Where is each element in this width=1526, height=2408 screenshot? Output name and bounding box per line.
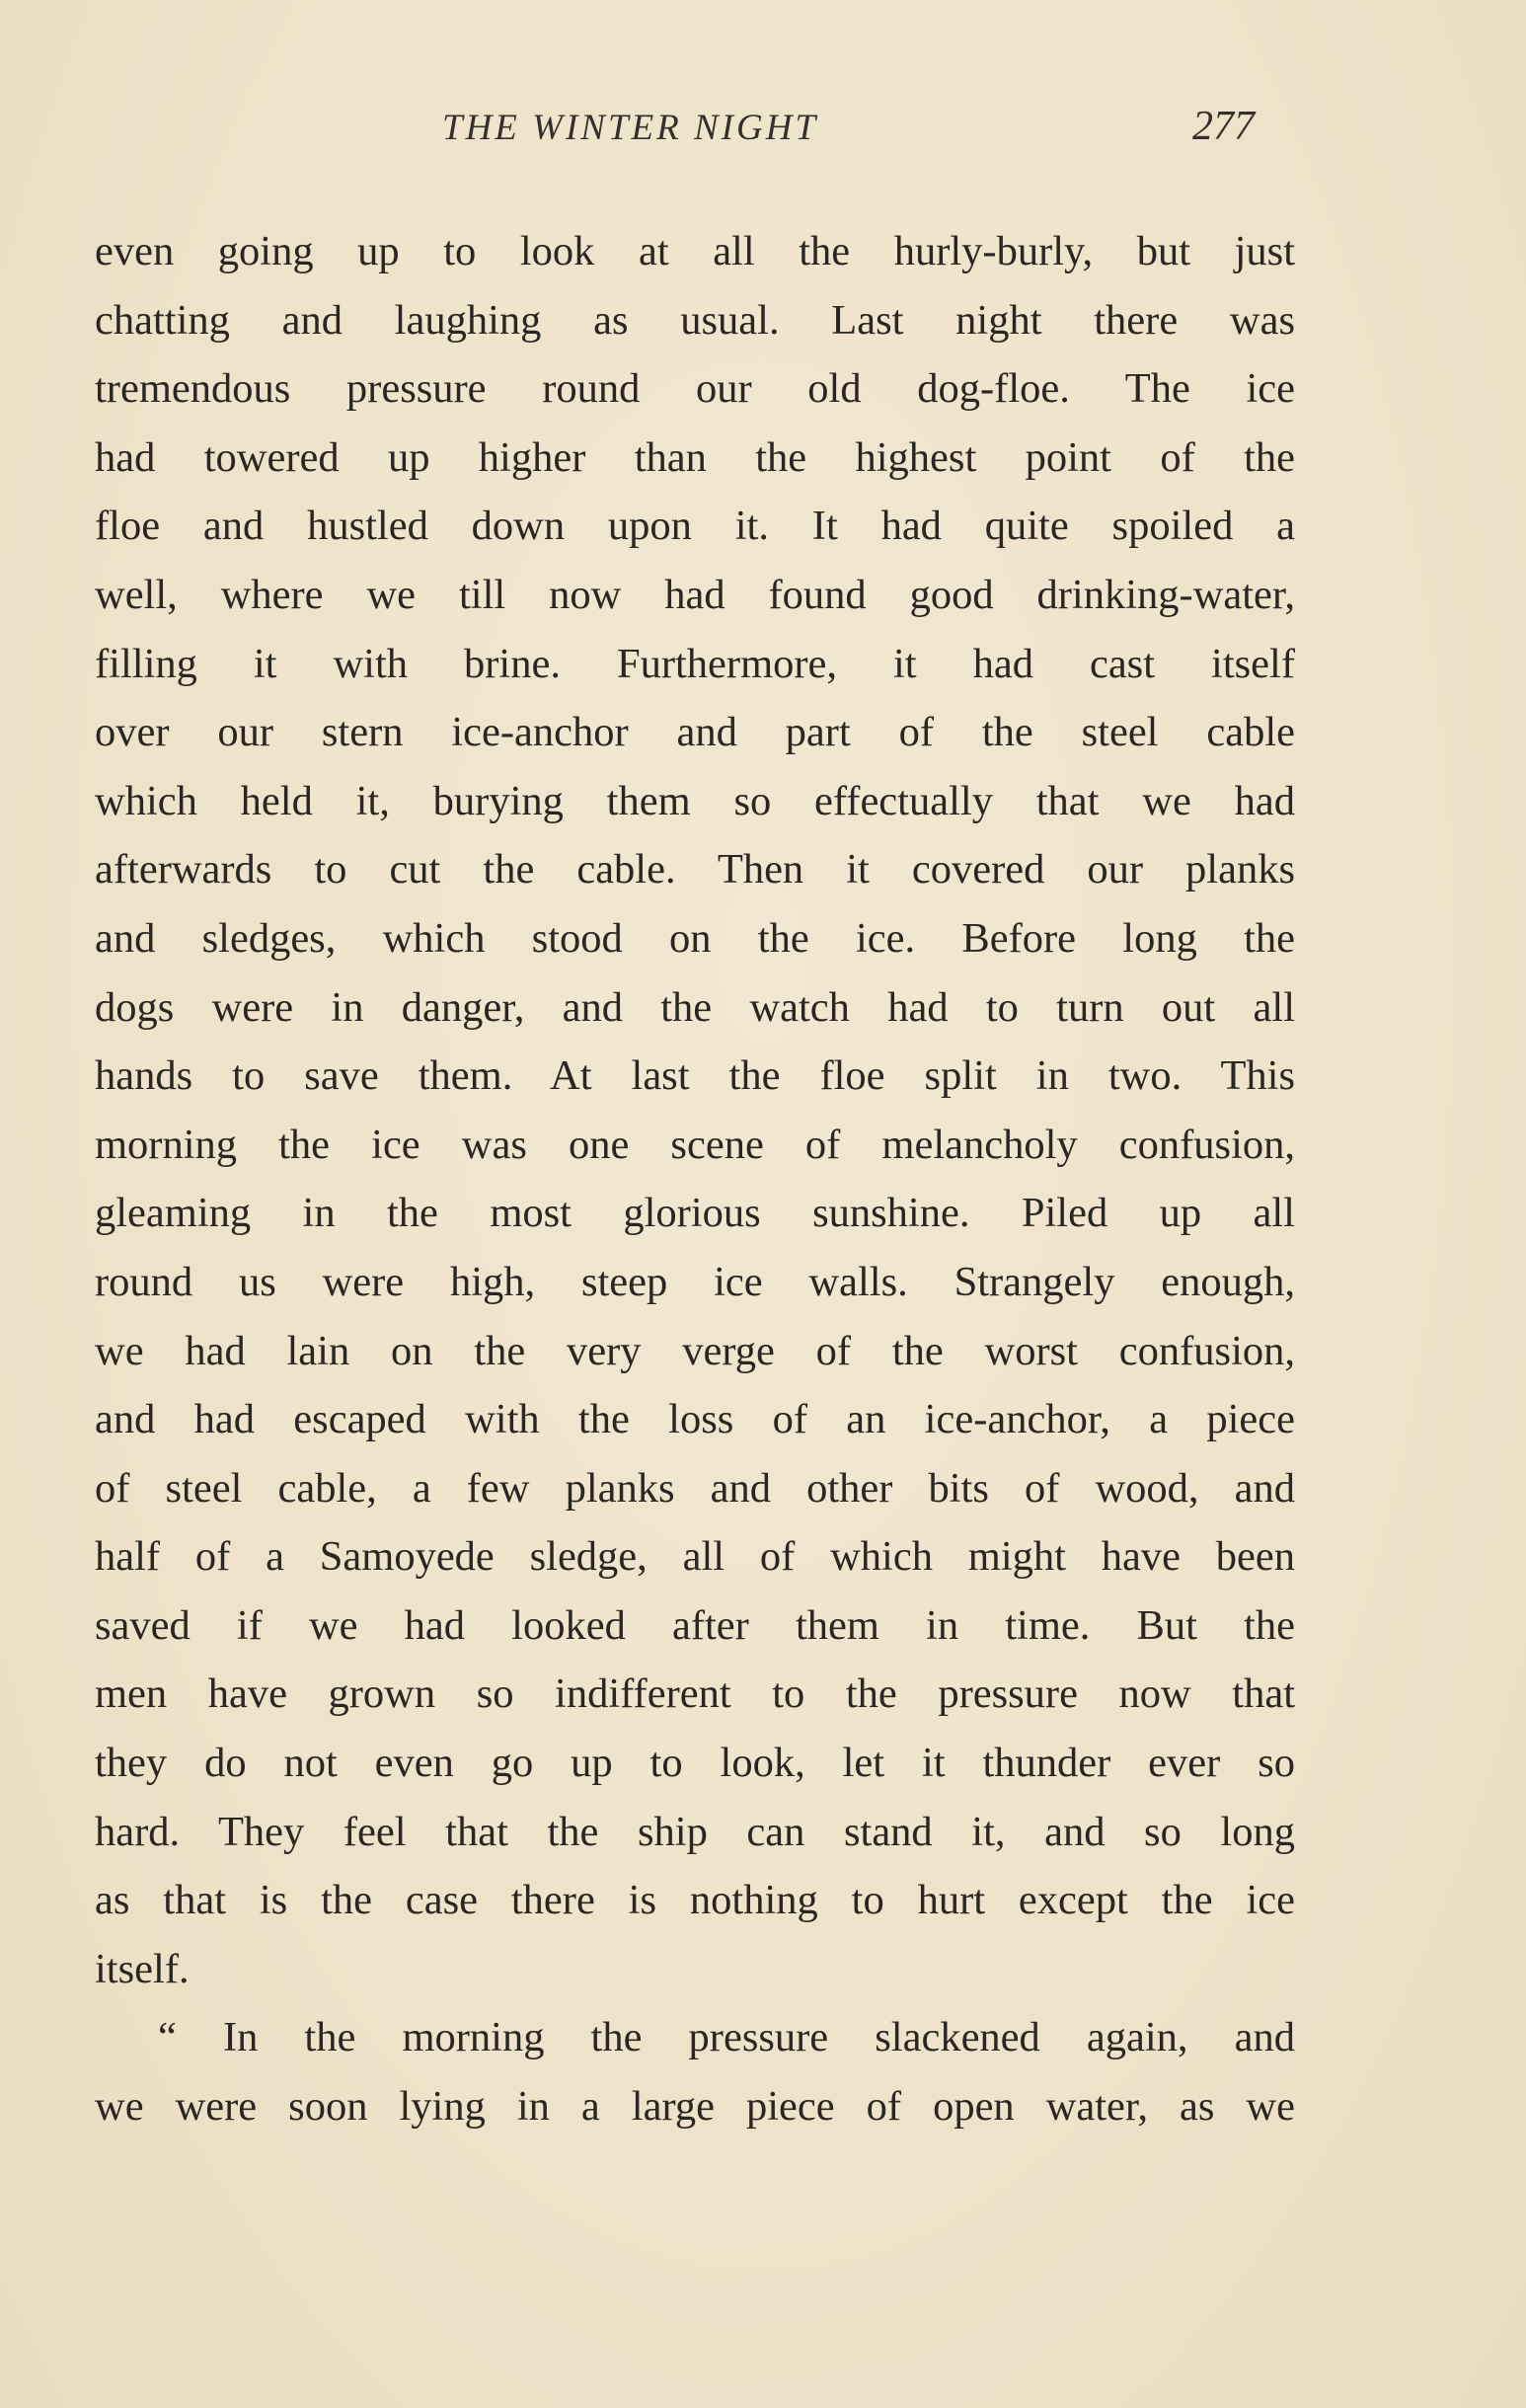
text-line: men have grown so indifferent to the pressure now that bbox=[95, 1670, 1295, 1718]
text-line: they do not even go up to look, let it thunder ever so bbox=[95, 1740, 1295, 1787]
text-line: well, where we till now had found good drinking-water, bbox=[95, 571, 1295, 618]
text-line: we had lain on the very verge of the worst confusion, bbox=[95, 1327, 1295, 1374]
text-line: gleaming in the most glorious sunshine. Piled up all bbox=[95, 1190, 1295, 1237]
text-line: as that is the case there is nothing to hurt except the ice bbox=[95, 1877, 1295, 1924]
text-line: tremendous pressure round our old dog-floe. The ice bbox=[95, 365, 1295, 413]
text-line: round us were high, steep ice walls. Strangely enough, bbox=[95, 1258, 1295, 1305]
paragraph-start-line: “ In the morning the pressure slackened again, and bbox=[158, 2014, 1295, 2061]
text-line: morning the ice was one scene of melancholy confusion, bbox=[95, 1121, 1295, 1168]
text-line: filling it with brine. Furthermore, it had cast itself bbox=[95, 640, 1295, 687]
body-text bbox=[95, 217, 1295, 2141]
paragraph-end-line: itself. bbox=[95, 1945, 190, 1992]
text-line: and sledges, which stood on the ice. Before long the bbox=[95, 914, 1295, 962]
text-line: hard. They feel that the ship can stand it, and so long bbox=[95, 1808, 1295, 1855]
text-line: which held it, burying them so effectually that we had bbox=[95, 777, 1295, 824]
text-line: had towered up higher than the highest point of the bbox=[95, 433, 1295, 481]
running-head: THE WINTER NIGHT bbox=[442, 108, 819, 148]
text-line: over our stern ice-anchor and part of the steel cable bbox=[95, 709, 1295, 756]
text-line: half of a Samoyede sledge, all of which might have been bbox=[95, 1533, 1295, 1581]
text-line: chatting and laughing as usual. Last night there was bbox=[95, 296, 1295, 344]
text-line: we were soon lying in a large piece of open water, as we bbox=[95, 2083, 1295, 2131]
text-line: dogs were in danger, and the watch had to turn out all bbox=[95, 983, 1295, 1031]
text-line: and had escaped with the loss of an ice-anchor, a piece bbox=[95, 1396, 1295, 1443]
text-line: hands to save them. At last the floe split in two. This bbox=[95, 1052, 1295, 1100]
text-line: afterwards to cut the cable. Then it covered our planks bbox=[95, 846, 1295, 893]
text-line: floe and hustled down upon it. It had quite spoiled a bbox=[95, 503, 1295, 550]
text-line: of steel cable, a few planks and other bits of wood, and bbox=[95, 1464, 1295, 1512]
text-line: even going up to look at all the hurly-burly, but just bbox=[95, 228, 1295, 274]
page-number: 277 bbox=[1192, 104, 1255, 149]
text-line: saved if we had looked after them in time. But the bbox=[95, 1601, 1295, 1649]
